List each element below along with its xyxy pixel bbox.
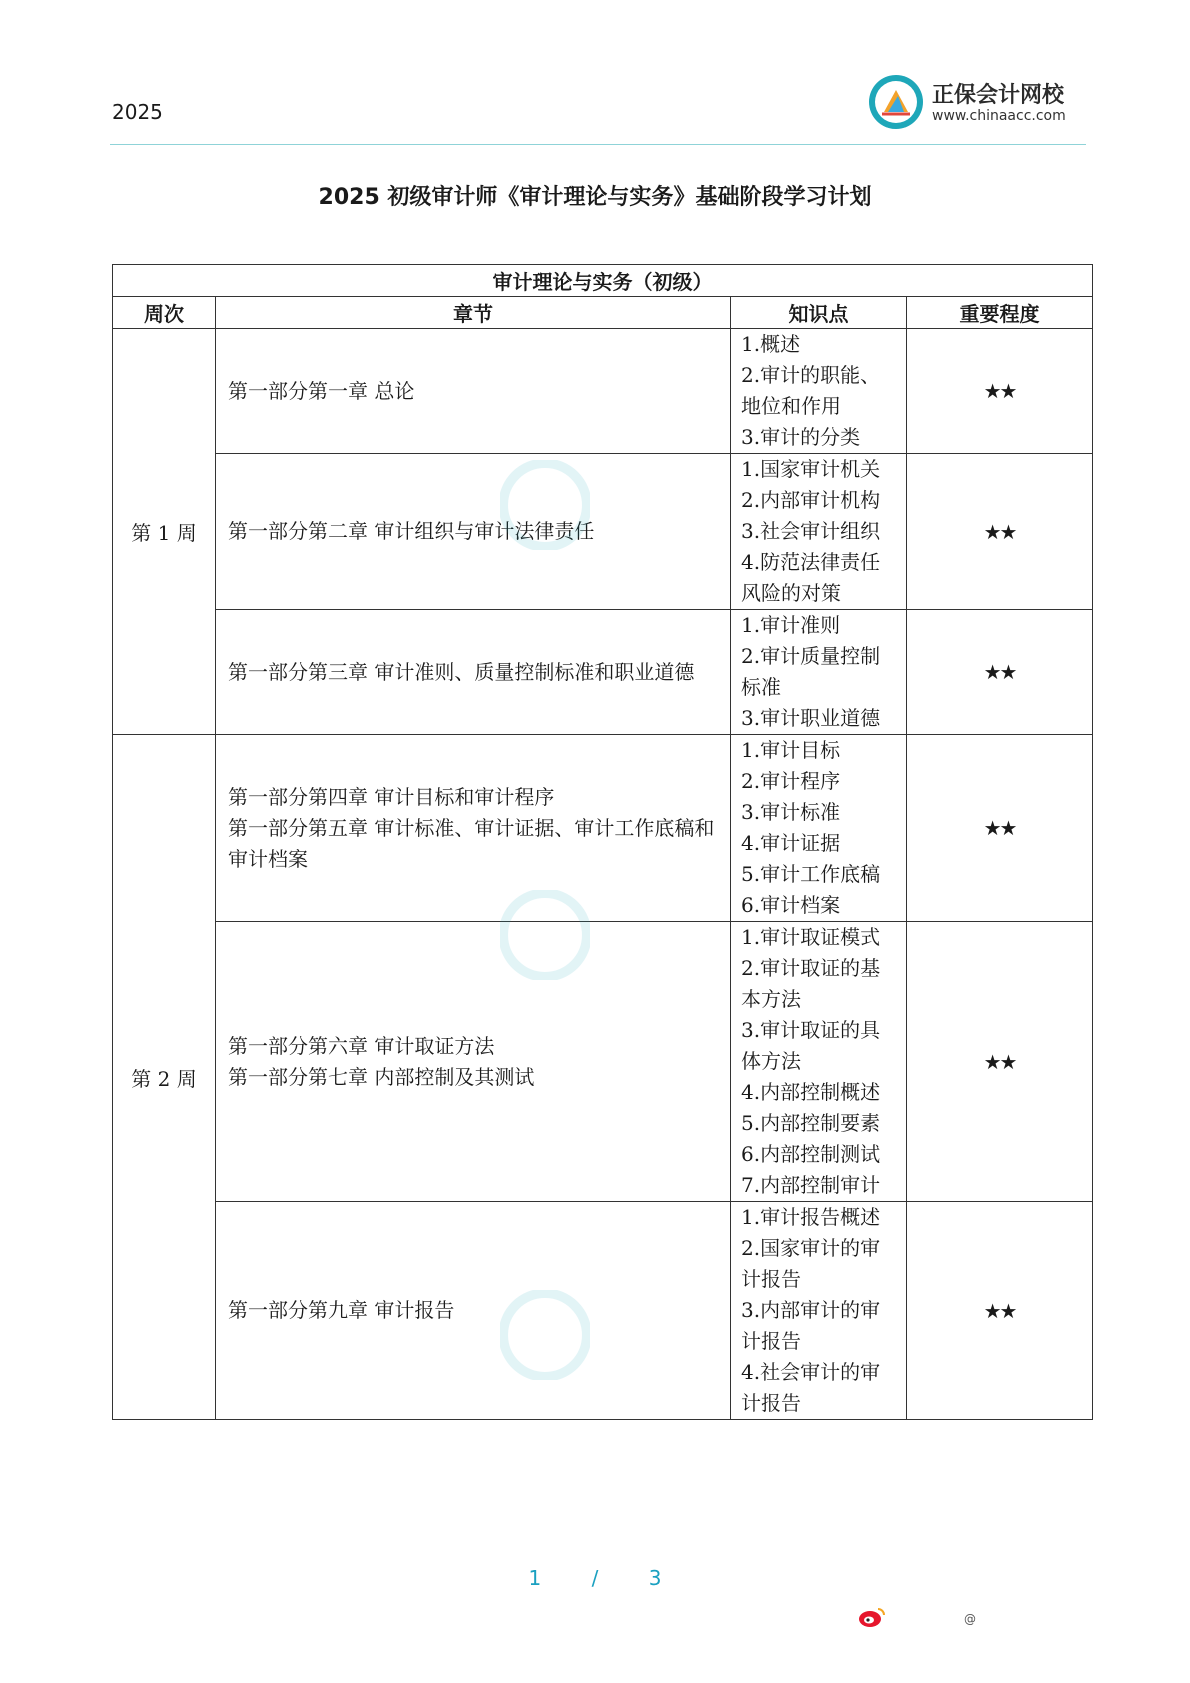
table-caption: 审计理论与实务（初级）	[113, 265, 1093, 297]
header-divider	[110, 144, 1086, 145]
knowledge-point: 2.审计取证的基本方法	[741, 956, 881, 1011]
knowledge-point: 3.审计的分类	[741, 425, 861, 449]
importance-rating: ★★	[907, 610, 1093, 735]
knowledge-point: 2.内部审计机构	[741, 488, 881, 512]
study-plan-table	[112, 264, 1093, 1420]
knowledge-point: 7.内部控制审计	[741, 1173, 881, 1197]
knowledge-point: 2.国家审计的审计报告	[741, 1236, 881, 1291]
chapter-cell	[216, 610, 731, 735]
knowledge-point: 2.审计的职能、地位和作用	[741, 363, 881, 418]
social-handle-at: @	[964, 1612, 976, 1626]
week-label: 第 2 周	[113, 735, 216, 1420]
knowledge-point: 1.审计取证模式	[741, 925, 881, 949]
weibo-icon	[858, 1606, 886, 1628]
knowledge-point: 3.审计职业道德	[741, 706, 881, 730]
knowledge-points-cell	[731, 610, 907, 735]
importance-rating: ★★	[907, 922, 1093, 1202]
chapter-title: 第一部分第四章 审计目标和审计程序	[228, 784, 555, 809]
chapter-title: 第一部分第二章 审计组织与审计法律责任	[228, 519, 595, 543]
table-row	[113, 610, 1093, 735]
knowledge-point: 1.概述	[741, 332, 801, 356]
knowledge-points-cell	[731, 735, 907, 922]
knowledge-point: 1.审计目标	[741, 738, 841, 762]
chapter-cell	[216, 922, 731, 1202]
page-separator: /	[591, 1566, 599, 1590]
header-year: 2025	[112, 100, 163, 124]
chapter-title: 第一部分第一章 总论	[228, 378, 415, 403]
column-header-week: 周次	[113, 297, 216, 329]
brand-logo	[868, 74, 1088, 134]
chapter-title: 第一部分第六章 审计取证方法	[228, 1033, 495, 1058]
table-row	[113, 454, 1093, 610]
column-header-knowledge-points: 知识点	[731, 297, 907, 329]
knowledge-point: 4.防范法律责任风险的对策	[741, 550, 881, 605]
column-header-chapter: 章节	[216, 297, 731, 329]
knowledge-points-cell	[731, 1202, 907, 1420]
total-pages: 3	[648, 1566, 662, 1590]
document-title: 2025 初级审计师《审计理论与实务》基础阶段学习计划	[318, 185, 872, 210]
knowledge-points-cell	[731, 922, 907, 1202]
importance-rating: ★★	[907, 735, 1093, 922]
knowledge-point: 3.社会审计组织	[741, 519, 881, 543]
chapter-title: 第一部分第三章 审计准则、质量控制标准和职业道德	[228, 659, 695, 684]
table-row	[113, 1202, 1093, 1420]
chapter-cell	[216, 1202, 731, 1420]
brand-url: www.chinaacc.com	[932, 108, 1066, 124]
chapter-title: 第一部分第七章 内部控制及其测试	[228, 1064, 535, 1089]
knowledge-point: 2.审计程序	[741, 769, 841, 793]
knowledge-points-cell	[731, 329, 907, 454]
column-header-importance: 重要程度	[907, 297, 1093, 329]
knowledge-point: 2.审计质量控制标准	[741, 644, 881, 699]
knowledge-point: 1.国家审计机关	[741, 457, 881, 481]
knowledge-point: 1.审计准则	[741, 613, 841, 637]
table-row	[113, 329, 1093, 454]
knowledge-point: 4.审计证据	[741, 831, 841, 855]
chapter-cell	[216, 735, 731, 922]
importance-rating: ★★	[907, 1202, 1093, 1420]
current-page: 1	[528, 1566, 542, 1590]
importance-rating: ★★	[907, 454, 1093, 610]
chapter-title: 第一部分第五章 审计标准、审计证据、审计工作底稿和审计档案	[228, 815, 715, 871]
knowledge-point: 4.社会审计的审计报告	[741, 1360, 881, 1415]
brand-logo-icon	[868, 74, 924, 130]
page-indicator	[0, 1566, 1190, 1590]
knowledge-point: 3.审计取证的具体方法	[741, 1018, 881, 1073]
importance-rating: ★★	[907, 329, 1093, 454]
table-row	[113, 735, 1093, 922]
knowledge-point: 4.内部控制概述	[741, 1080, 881, 1104]
chapter-title: 第一部分第九章 审计报告	[228, 1298, 455, 1322]
knowledge-point: 5.审计工作底稿	[741, 862, 881, 886]
knowledge-point: 1.审计报告概述	[741, 1205, 881, 1229]
chapter-cell	[216, 454, 731, 610]
brand-name: 正保会计网校	[932, 83, 1065, 108]
week-label: 第 1 周	[113, 329, 216, 735]
knowledge-point: 5.内部控制要素	[741, 1111, 881, 1135]
knowledge-point: 3.内部审计的审计报告	[741, 1298, 881, 1353]
table-row	[113, 922, 1093, 1202]
knowledge-points-cell	[731, 454, 907, 610]
knowledge-point: 6.审计档案	[741, 893, 841, 917]
chapter-cell	[216, 329, 731, 454]
knowledge-point: 6.内部控制测试	[741, 1142, 881, 1166]
knowledge-point: 3.审计标准	[741, 800, 841, 824]
